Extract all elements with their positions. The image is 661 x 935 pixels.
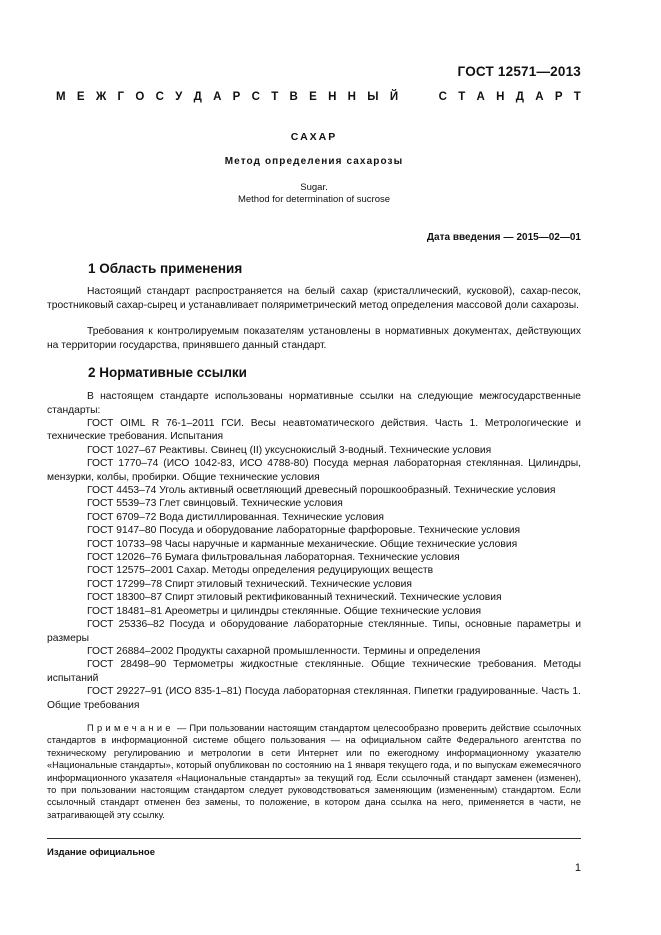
banner-letter: С — [251, 91, 260, 103]
document-number: ГОСТ 12571—2013 — [457, 64, 581, 79]
banner-gap — [409, 91, 427, 103]
reference-item: ГОСТ 9147–80 Посуда и оборудование лабораторные фарфоровые. Технические условия — [87, 525, 521, 537]
reference-item: ГОСТ 1770–74 (ИСО 1042-83, ИСО 4788-80) Посуда мерная лабораторная стеклянная. Цилиндры, мензурки, колбы, пробирки. Общие технические условия — [47, 458, 581, 483]
english-title: Sugar. — [300, 182, 328, 193]
page-number: 1 — [574, 862, 581, 874]
introduction-date-value: 2015—02—01 — [516, 232, 581, 243]
banner-letter: Т — [458, 91, 466, 103]
reference-item: ГОСТ 12575–2001 Сахар. Методы определения редуцирующих веществ — [87, 565, 434, 577]
banner-letter: С — [438, 91, 447, 103]
reference-item: ГОСТ 29227–91 (ИСО 835-1–81) Посуда лабораторная стеклянная. Пипетки градуированные. Часть 1. Общие требования — [47, 686, 581, 711]
reference-item: ГОСТ 1027–67 Реактивы. Свинец (II) уксуснокислый 3-водный. Технические условия — [87, 444, 492, 456]
banner-letter: А — [476, 91, 485, 103]
document-subtitle: Метод определения сахарозы — [224, 156, 404, 167]
banner-letter: У — [175, 91, 183, 103]
note-block — [47, 722, 581, 821]
banner-letter: В — [289, 91, 298, 103]
banner-letter: Р — [232, 91, 241, 103]
normative-references-list — [47, 417, 581, 712]
banner-letter: Т — [271, 91, 279, 103]
banner-letter: Н — [347, 91, 356, 103]
reference-item: ГОСТ 18481–81 Ареометры и цилиндры стеклянные. Общие технические условия — [87, 605, 482, 617]
note-label: Примечание — [87, 723, 174, 733]
banner-letter: М — [56, 91, 66, 103]
reference-item: ГОСТ 26884–2002 Продукты сахарной промышленности. Термины и определения — [87, 645, 481, 657]
section-2-intro: В настоящем стандарте использованы нормативные ссылки на следующие межгосударственные стандарты: — [47, 391, 581, 416]
reference-item: ГОСТ 12026–76 Бумага фильтровальная лабораторная. Технические условия — [87, 552, 460, 564]
banner-letter: С — [155, 91, 164, 103]
banner-letter: Р — [554, 91, 563, 103]
banner-letter: Н — [496, 91, 505, 103]
footer-divider — [47, 838, 581, 839]
interstate-standard-banner — [56, 91, 581, 103]
official-edition-label: Издание официальное — [47, 847, 155, 858]
banner-letter: Ж — [95, 91, 107, 103]
document-title: САХАР — [290, 131, 338, 143]
reference-item: ГОСТ 5539–73 Глет свинцовый. Технические условия — [87, 498, 343, 510]
banner-letter: А — [213, 91, 222, 103]
section-1-heading: 1 Область применения — [88, 261, 243, 276]
banner-letter: Н — [328, 91, 337, 103]
reference-item: ГОСТ 17299–78 Спирт этиловый технический. Технические условия — [87, 578, 412, 590]
section-1-paragraph-1: Настоящий стандарт распространяется на белый сахар (кристаллический, кусковой), сахар-песок, тростниковый сахар-сырец и устанавливает поляриметрический метод определения массовой доли сахарозы. — [47, 286, 581, 311]
introduction-date-label: Дата введения — [426, 232, 501, 243]
banner-letter: Д — [515, 91, 524, 103]
reference-item: ГОСТ 18300–87 Спирт этиловый ректификованный технический. Технические условия — [87, 592, 502, 604]
english-subtitle: Method for determination of sucrose — [237, 194, 391, 205]
section-1-paragraph-2: Требования к контролируемым показателям установлены в нормативных документах, действующих на территории государства, принявшего данный стандарт. — [47, 326, 581, 351]
banner-letter: Т — [573, 91, 581, 103]
section-2-heading: 2 Нормативные ссылки — [88, 365, 247, 380]
reference-item: ГОСТ 25336–82 Посуда и оборудование лабораторные стеклянные. Типы, основные параметры и размеры — [47, 619, 581, 644]
banner-letter: Й — [389, 91, 399, 103]
banner-letter: Г — [117, 91, 125, 103]
note-text: — При пользовании настоящим стандартом целесообразно проверить действие ссылочных стандартов в информационной системе общего пользования — на официальном сайте Федерального агентства по техническому регулированию и метрологии в сети Интернет или по ежегодному информационному указателю «Национальные стандарты», который опубликован по состоянию на 1 января текущего года, и по выпускам ежемесячного информационного указателя «Национальные стандарты» за текущий год. Если ссылочный стандарт заменен (изменен), то при пользовании настоящим стандартом следует руководствоваться заменяющим (измененным) стандартом. Если ссылочный стандарт отменен без замены, то положение, в котором дана ссылка на него, применяется в части, не затрагивающей эту ссылку. — [47, 723, 581, 820]
banner-letter: Е — [76, 91, 85, 103]
banner-letter: Е — [309, 91, 317, 103]
reference-item: ГОСТ OIML R 76-1–2011 ГСИ. Весы неавтоматического действия. Часть 1. Метрологические и технические требования. Испытания — [47, 418, 581, 443]
reference-item: ГОСТ 6709–72 Вода дистиллированная. Технические условия — [87, 511, 384, 523]
banner-letter: А — [535, 91, 544, 103]
banner-letter: О — [135, 91, 145, 103]
reference-item: ГОСТ 4453–74 Уголь активный осветляющий древесный порошкообразный. Технические условия — [87, 485, 556, 497]
banner-letter: Д — [193, 91, 202, 103]
reference-item: ГОСТ 10733–98 Часы наручные и карманные механические. Общие технические условия — [87, 538, 518, 550]
banner-letter: Ы — [367, 91, 379, 103]
reference-item: ГОСТ 28498–90 Термометры жидкостные стеклянные. Общие технические требования. Методы испытаний — [47, 659, 581, 684]
introduction-date: Дата введения — 2015—02—01 — [426, 232, 581, 243]
